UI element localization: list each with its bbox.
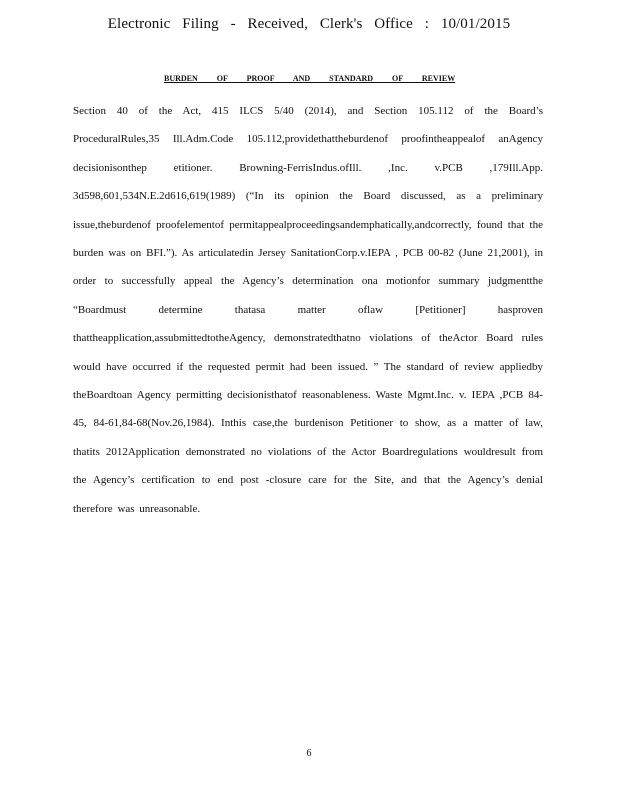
burden-of-proof-paragraph: Section 40 of the Act, 415 ILCS 5/40 (2014), and Section 105.112 of the Board’s ProceduralRules,35 Ill.Adm.Code 105.112,providethattheburdenof proofintheappealof anAgency decisionisonthep etitioner. Browning-FerrisIndus.ofIll. ,Inc. v.PCB ,179Ill.App. 3d598,601,534N.E.2d616,619(1989) (“In its opinion the Board discussed, as a preliminary issue,theburdenof proofelementof permitappealproceedingsandemphatically,andcorrectly, found that the burden was on BFI.”). As articulatedin Jersey SanitationCorp.v.IEPA , PCB 00-82 (June 21,2001), in order to successfully appeal the Agency’s determination ona motionfor summary judgmentthe “Boardmust determine thatasa matter oflaw [Petitioner] hasproven thattheapplication,assubmittedtotheAgency, demonstratedthatno violations of theActor Board rules would have occurred if the requested permit had been issued. ” The standard of review appliedby theBoardtoan Agency permitting decisionisthatof reasonableness. Waste Mgmt.Inc. v. IEPA ,PCB 84-45, 84-61,84-68(Nov.26,1984). Inthis case,the burdenison Petitioner to show, as a matter of law, thatits 2012Application demonstrated no violations of the Actor Boardregulations wouldresult from the Agency’s certification to end post -closure care for the Site, and that the Agency’s denial therefore was unreasonable. [73, 105, 543, 515]
section-heading: BURDEN OF PROOF AND STANDARD OF REVIEW [164, 74, 456, 83]
body-text-block [73, 97, 543, 523]
page-number: 6 [306, 748, 312, 759]
electronic-filing-header: Electronic Filing - Received, Clerk's Office : 10/01/2015 [107, 16, 511, 32]
